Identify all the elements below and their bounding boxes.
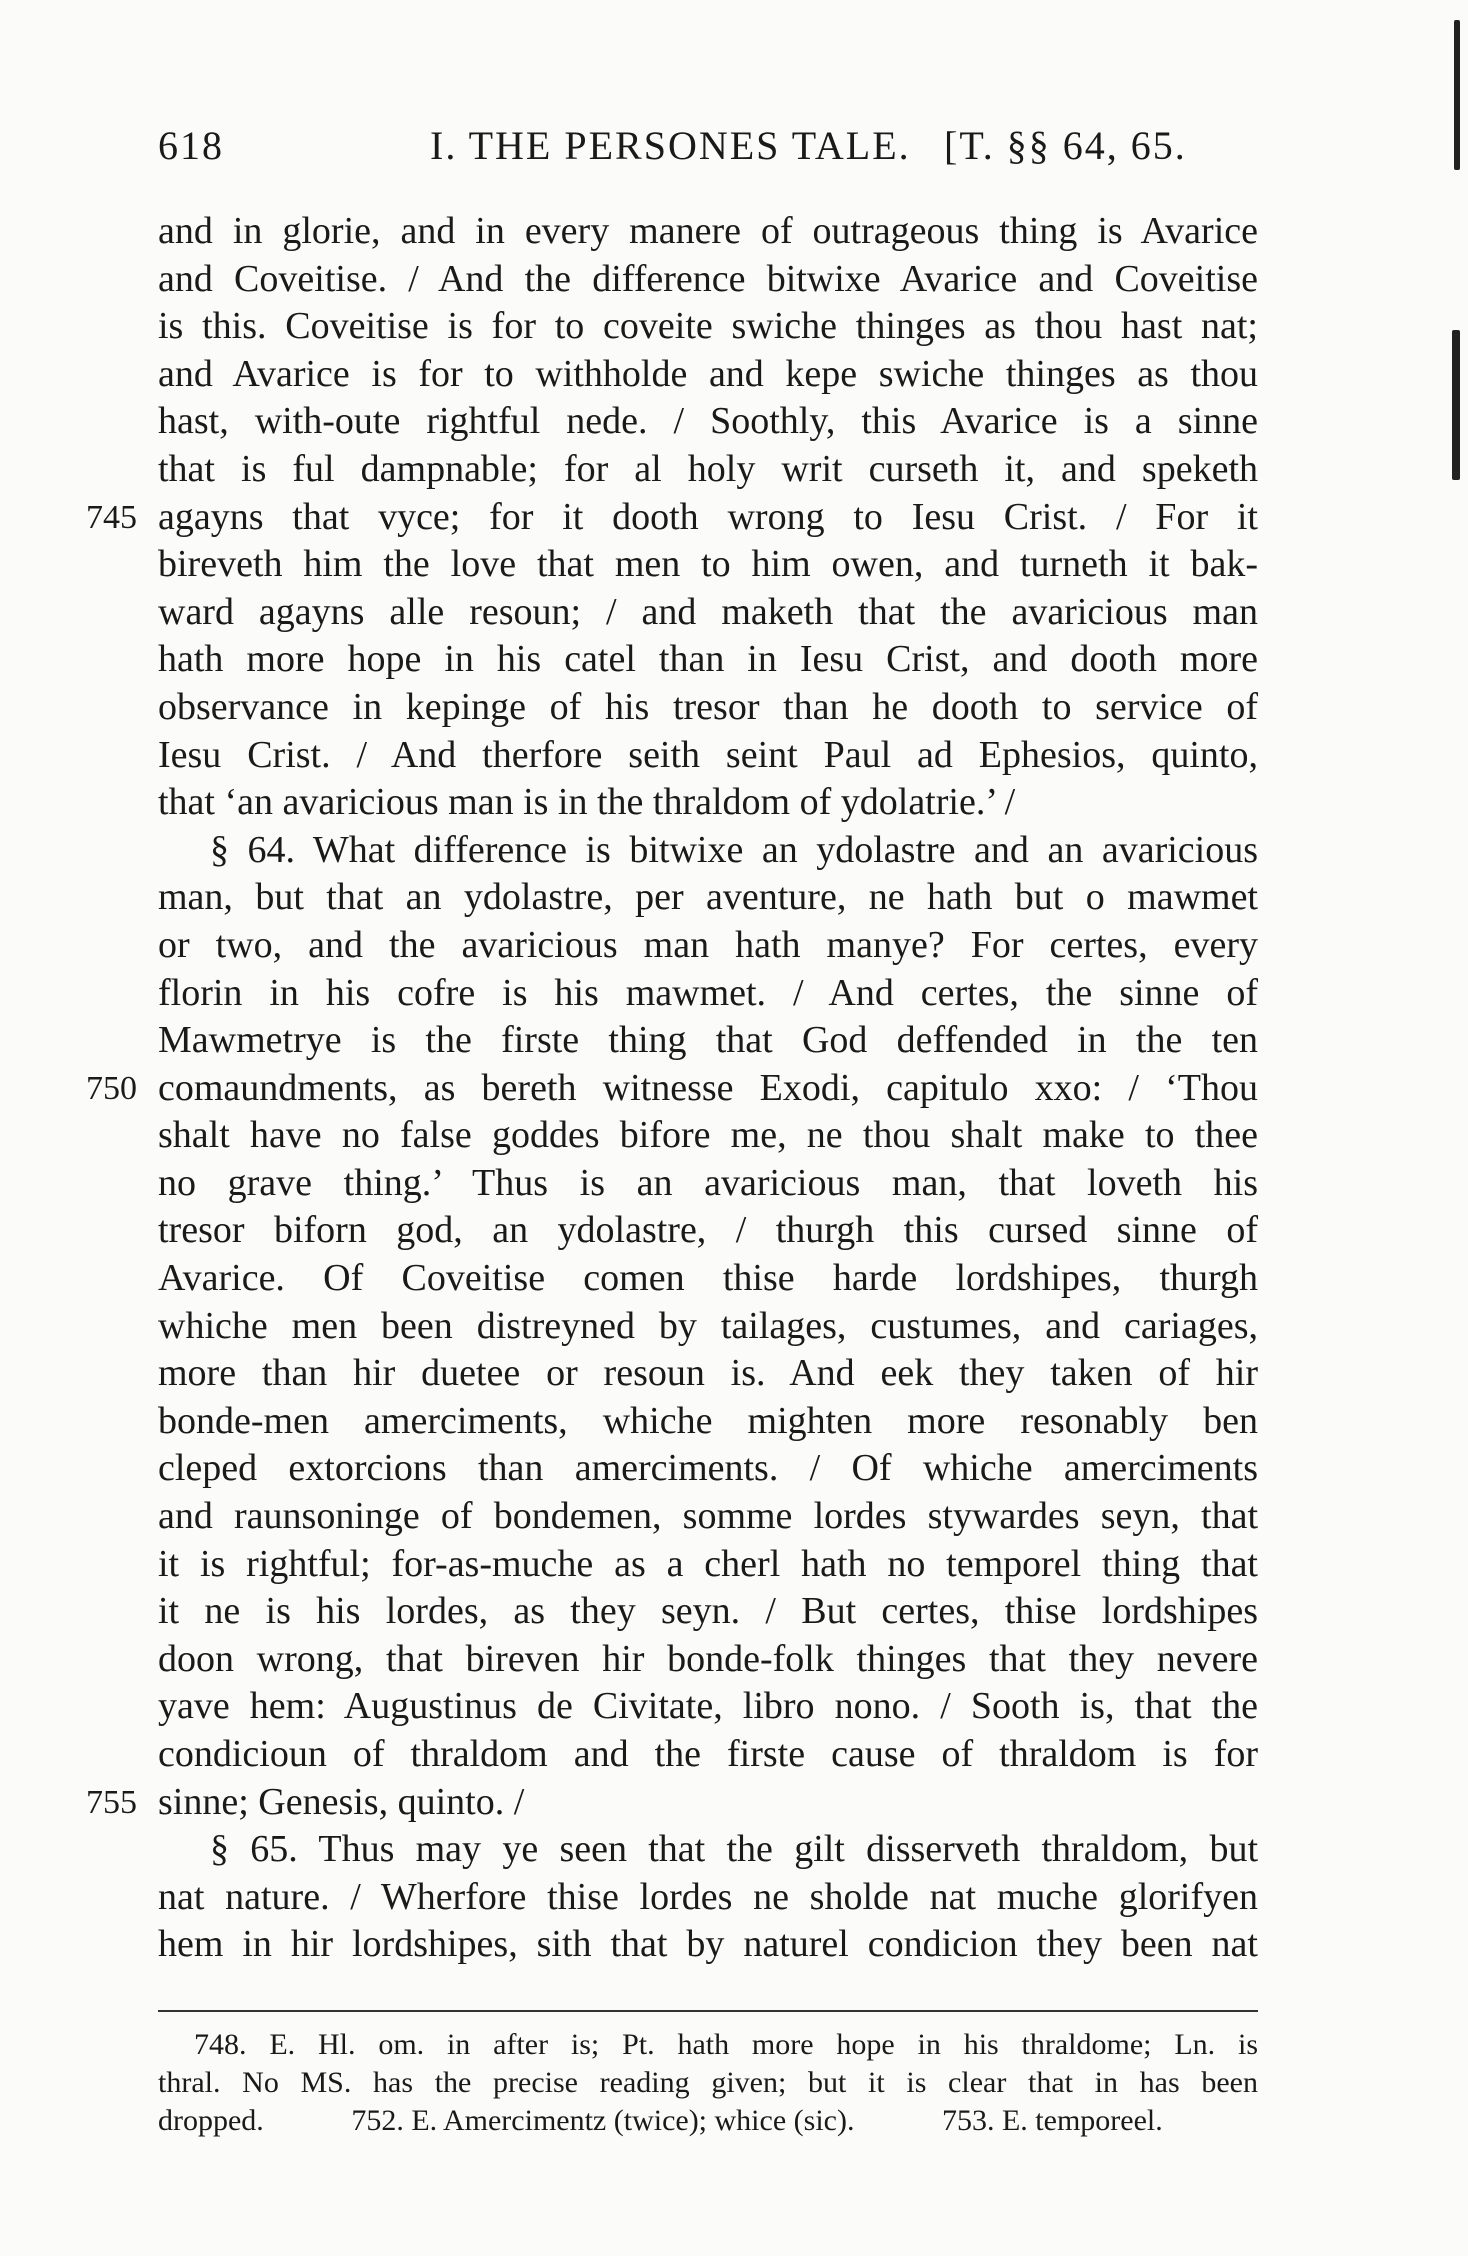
text-line: and Avarice is for to withholde and kepe swiche thinges as thou xyxy=(158,352,1258,395)
text-line: or two, and the avaricious man hath manye? For certes, every xyxy=(158,923,1258,966)
main-text xyxy=(86,208,1258,1969)
section-64-start: § 64. What difference is bitwixe an ydolastre and an avaricious xyxy=(210,828,1258,871)
text-line: man, but that an ydolastre, per aventure, ne hath but o mawmet xyxy=(158,876,1258,919)
text-line: observance in kepinge of his tresor than he dooth to service of xyxy=(158,685,1258,728)
text-line: shalt have no false goddes bifore me, ne thou shalt make to thee xyxy=(158,1114,1258,1157)
footnote-753: 753. E. temporeel. xyxy=(941,2104,1163,2137)
footnotes xyxy=(158,2026,1258,2140)
scan-edge-mark xyxy=(1454,20,1460,170)
text-line: Avarice. Of Coveitise comen thise harde lordshipes, thurgh xyxy=(158,1257,1258,1300)
text-line: that ‘an avaricious man is in the thraldom of ydolatrie.’ / xyxy=(158,781,1016,824)
text-line-numbered xyxy=(86,1065,1258,1113)
text-line-numbered xyxy=(86,1779,1258,1827)
line-text: agayns that vyce; for it dooth wrong to Iesu Crist. / For it xyxy=(158,495,1258,538)
text-line: cleped extorcions than amerciments. / Of whiche amerciments xyxy=(158,1447,1258,1490)
section-reference: [T. §§ 64, 65. xyxy=(944,123,1187,168)
line-text: comaundments, as bereth witnesse Exodi, capitulo xxo: / ‘Thou xyxy=(158,1066,1258,1109)
text-line: bireveth him the love that men to him owen, and turneth it bak- xyxy=(158,543,1258,586)
text-line: more than hir duetee or resoun is. And eek they taken of hir xyxy=(158,1352,1258,1395)
text-line: ward agayns alle resoun; / and maketh that the avaricious man xyxy=(158,590,1258,633)
text-line: yave hem: Augustinus de Civitate, libro nono. / Sooth is, that the xyxy=(158,1685,1258,1728)
footnote-line: thral. No MS. has the precise reading given; but it is clear that in has been xyxy=(158,2066,1258,2099)
text-line: tresor biforn god, an ydolastre, / thurgh this cursed sinne of xyxy=(158,1209,1258,1252)
footnote-748-end: dropped. xyxy=(158,2104,264,2137)
text-line: bonde-men amerciments, whiche mighten more resonably ben xyxy=(158,1399,1258,1442)
footnote-divider xyxy=(158,2010,1258,2012)
footnote-line: 748. E. Hl. om. in after is; Pt. hath more hope in his thraldome; Ln. is xyxy=(194,2028,1258,2061)
line-text: sinne; Genesis, quinto. / xyxy=(158,1780,525,1823)
line-number: 750 xyxy=(86,1069,137,1107)
text-line: it ne is his lordes, as they seyn. / But certes, thise lordshipes xyxy=(158,1590,1258,1633)
page-number: 618 xyxy=(158,123,224,168)
text-line: and Coveitise. / And the difference bitwixe Avarice and Coveitise xyxy=(158,257,1258,300)
text-line: Mawmetrye is the firste thing that God deffended in the ten xyxy=(158,1019,1258,1062)
text-line: Iesu Crist. / And therfore seith seint Paul ad Ephesios, quinto, xyxy=(158,733,1258,776)
footnote-752: 752. E. Amercimentz (twice); whice (sic). xyxy=(351,2104,855,2137)
text-line: florin in his cofre is his mawmet. / And certes, the sinne of xyxy=(158,971,1258,1014)
text-line: and raunsoninge of bondemen, somme lordes stywardes seyn, that xyxy=(158,1495,1258,1538)
running-title: I. THE PERSONES TALE. xyxy=(430,123,911,168)
text-line: doon wrong, that bireven hir bonde-folk thinges that they nevere xyxy=(158,1637,1258,1680)
text-line: is this. Coveitise is for to coveite swiche thinges as thou hast nat; xyxy=(158,305,1258,348)
line-number: 745 xyxy=(86,498,137,536)
text-line: that is ful dampnable; for al holy writ curseth it, and speketh xyxy=(158,447,1258,490)
scan-edge-mark xyxy=(1452,330,1460,480)
text-line: it is rightful; for-as-muche as a cherl hath no temporel thing that xyxy=(158,1542,1258,1585)
text-line: hath more hope in his catel than in Iesu Crist, and dooth more xyxy=(158,638,1258,681)
footnote-line xyxy=(158,2102,1258,2140)
text-line: no grave thing.’ Thus is an avaricious man, that loveth his xyxy=(158,1161,1258,1204)
text-line: nat nature. / Wherfore thise lordes ne sholde nat muche glorifyen xyxy=(158,1875,1258,1918)
running-header xyxy=(158,108,1258,168)
text-line: and in glorie, and in every manere of outrageous thing is Avarice xyxy=(158,210,1258,252)
line-number: 755 xyxy=(86,1783,137,1821)
section-65-start: § 65. Thus may ye seen that the gilt disserveth thraldom, but xyxy=(210,1828,1258,1871)
text-line: hast, with-oute rightful nede. / Soothly, this Avarice is a sinne xyxy=(158,400,1258,443)
text-line: hem in hir lordshipes, sith that by naturel condicion they been nat xyxy=(158,1923,1258,1966)
text-line: whiche men been distreyned by tailages, custumes, and cariages, xyxy=(158,1304,1258,1347)
text-line: condicioun of thraldom and the firste cause of thraldom is for xyxy=(158,1733,1258,1775)
text-line-numbered xyxy=(86,494,1258,542)
